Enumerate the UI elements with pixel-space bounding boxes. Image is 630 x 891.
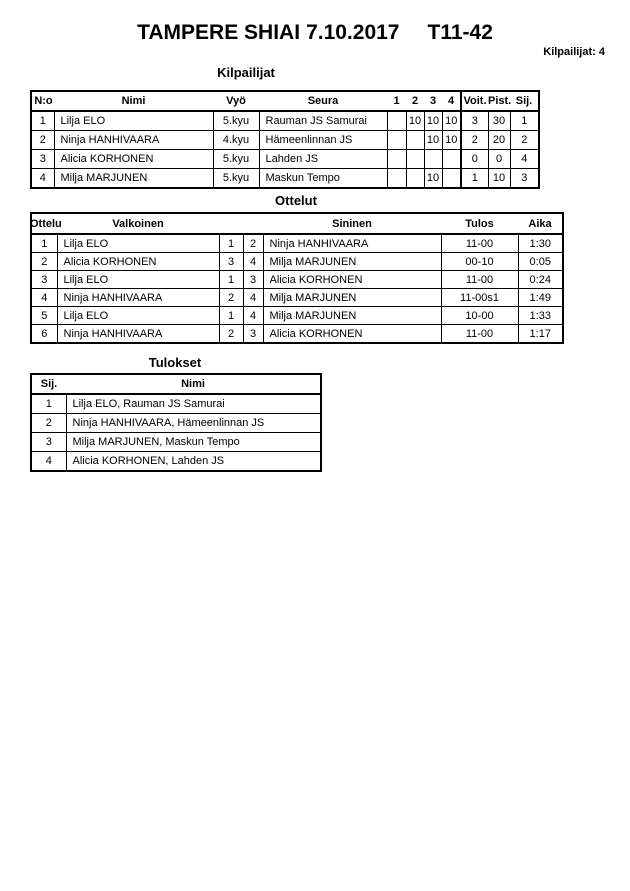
competitor-row xyxy=(31,150,539,169)
competitors-header-row xyxy=(31,91,539,111)
col-header-time: Aika xyxy=(518,213,563,234)
white-competitor: Lilja ELO xyxy=(57,307,219,325)
col-header-result: Tulos xyxy=(441,213,518,234)
match-time: 0:05 xyxy=(518,253,563,271)
result-row xyxy=(31,394,321,414)
result-place: 4 xyxy=(31,452,66,472)
blue-competitor: Alicia KORHONEN xyxy=(263,325,441,344)
match-row xyxy=(31,234,563,253)
score-vs-2 xyxy=(406,169,424,189)
competitor-name: Milja MARJUNEN xyxy=(54,169,213,189)
white-competitor-number: 1 xyxy=(219,271,243,289)
match-row xyxy=(31,289,563,307)
blue-competitor: Ninja HANHIVAARA xyxy=(263,234,441,253)
col-header-opp3: 3 xyxy=(424,91,442,111)
matches-table xyxy=(30,212,564,344)
score-vs-4: 10 xyxy=(442,111,461,131)
competitor-points: 10 xyxy=(488,169,510,189)
results-table xyxy=(30,373,322,472)
matches-heading: Ottelut xyxy=(275,193,317,208)
blue-competitor-number: 3 xyxy=(243,325,263,344)
white-competitor-number: 2 xyxy=(219,289,243,307)
event-name: TAMPERE SHIAI xyxy=(137,21,301,44)
blue-competitor-number: 2 xyxy=(243,234,263,253)
match-row xyxy=(31,253,563,271)
score-vs-3: 10 xyxy=(424,111,442,131)
competitor-row xyxy=(31,111,539,131)
result-place: 3 xyxy=(31,433,66,452)
match-time: 1:33 xyxy=(518,307,563,325)
match-result: 11-00 xyxy=(441,234,518,253)
score-vs-4 xyxy=(442,169,461,189)
white-competitor-number: 3 xyxy=(219,253,243,271)
col-header-club: Seura xyxy=(259,91,387,111)
competitor-count-label: Kilpailijat: 4 xyxy=(543,46,605,58)
result-name: Milja MARJUNEN, Maskun Tempo xyxy=(66,433,321,452)
competitor-name: Ninja HANHIVAARA xyxy=(54,131,213,150)
competitor-place: 4 xyxy=(510,150,539,169)
match-row xyxy=(31,307,563,325)
score-vs-3: 10 xyxy=(424,131,442,150)
competitor-number: 2 xyxy=(31,131,54,150)
competitor-belt: 5.kyu xyxy=(213,111,259,131)
competitor-club: Hämeenlinnan JS xyxy=(259,131,387,150)
results-heading: Tulokset xyxy=(148,355,202,370)
col-header-wins: Voit. xyxy=(461,91,488,111)
white-competitor-number: 1 xyxy=(219,234,243,253)
col-header-name: Nimi xyxy=(54,91,213,111)
result-name: Lilja ELO, Rauman JS Samurai xyxy=(66,394,321,414)
competitor-belt: 5.kyu xyxy=(213,169,259,189)
match-number: 6 xyxy=(31,325,57,344)
match-result: 11-00 xyxy=(441,325,518,344)
blue-competitor: Alicia KORHONEN xyxy=(263,271,441,289)
match-result: 11-00 xyxy=(441,271,518,289)
competitor-name: Lilja ELO xyxy=(54,111,213,131)
col-header-opp4: 4 xyxy=(442,91,461,111)
match-number: 4 xyxy=(31,289,57,307)
score-vs-3: 10 xyxy=(424,169,442,189)
competitor-belt: 4.kyu xyxy=(213,131,259,150)
match-number: 5 xyxy=(31,307,57,325)
white-competitor: Alicia KORHONEN xyxy=(57,253,219,271)
score-vs-1 xyxy=(387,150,406,169)
competitor-wins: 0 xyxy=(461,150,488,169)
blue-competitor: Milja MARJUNEN xyxy=(263,307,441,325)
competitor-points: 20 xyxy=(488,131,510,150)
competitor-place: 2 xyxy=(510,131,539,150)
competitor-club: Rauman JS Samurai xyxy=(259,111,387,131)
white-competitor: Ninja HANHIVAARA xyxy=(57,325,219,344)
competitor-row xyxy=(31,169,539,189)
white-competitor: Ninja HANHIVAARA xyxy=(57,289,219,307)
col-header-opp2: 2 xyxy=(406,91,424,111)
result-name: Ninja HANHIVAARA, Hämeenlinnan JS xyxy=(66,414,321,433)
match-result: 00-10 xyxy=(441,253,518,271)
col-header-points: Pist. xyxy=(488,91,510,111)
col-header-no: N:o xyxy=(31,91,54,111)
event-date: 7.10.2017 xyxy=(306,21,400,44)
score-vs-2: 10 xyxy=(406,111,424,131)
competitors-table xyxy=(30,90,540,189)
page-title xyxy=(0,21,630,45)
col-header-place: Sij. xyxy=(31,374,66,394)
white-competitor: Lilja ELO xyxy=(57,234,219,253)
white-competitor-number: 2 xyxy=(219,325,243,344)
blue-competitor-number: 3 xyxy=(243,271,263,289)
blue-competitor-number: 4 xyxy=(243,307,263,325)
score-vs-2 xyxy=(406,150,424,169)
match-result: 11-00s1 xyxy=(441,289,518,307)
competitors-table-wrap xyxy=(30,90,540,189)
competitor-wins: 2 xyxy=(461,131,488,150)
score-vs-3 xyxy=(424,150,442,169)
header-spacer xyxy=(219,213,243,234)
competitor-name: Alicia KORHONEN xyxy=(54,150,213,169)
competitor-belt: 5.kyu xyxy=(213,150,259,169)
results-header-row xyxy=(31,374,321,394)
competitor-place: 3 xyxy=(510,169,539,189)
white-competitor: Lilja ELO xyxy=(57,271,219,289)
competitor-place: 1 xyxy=(510,111,539,131)
score-vs-1 xyxy=(387,111,406,131)
col-header-name: Nimi xyxy=(66,374,321,394)
result-name: Alicia KORHONEN, Lahden JS xyxy=(66,452,321,472)
blue-competitor: Milja MARJUNEN xyxy=(263,289,441,307)
competitor-club: Lahden JS xyxy=(259,150,387,169)
competitor-wins: 3 xyxy=(461,111,488,131)
competitor-number: 3 xyxy=(31,150,54,169)
competitors-heading: Kilpailijat xyxy=(217,65,275,80)
score-vs-4: 10 xyxy=(442,131,461,150)
blue-competitor: Milja MARJUNEN xyxy=(263,253,441,271)
blue-competitor-number: 4 xyxy=(243,253,263,271)
competitor-wins: 1 xyxy=(461,169,488,189)
col-header-match: Ottelu xyxy=(31,213,57,234)
result-row xyxy=(31,452,321,472)
competitor-club: Maskun Tempo xyxy=(259,169,387,189)
result-row xyxy=(31,414,321,433)
result-row xyxy=(31,433,321,452)
match-row xyxy=(31,271,563,289)
white-competitor-number: 1 xyxy=(219,307,243,325)
score-vs-1 xyxy=(387,131,406,150)
competitor-points: 30 xyxy=(488,111,510,131)
competitor-points: 0 xyxy=(488,150,510,169)
category-code: T11-42 xyxy=(427,21,493,44)
match-time: 1:17 xyxy=(518,325,563,344)
competitor-number: 1 xyxy=(31,111,54,131)
blue-competitor-number: 4 xyxy=(243,289,263,307)
competitor-number: 4 xyxy=(31,169,54,189)
score-vs-2 xyxy=(406,131,424,150)
result-place: 2 xyxy=(31,414,66,433)
matches-table-wrap xyxy=(30,212,564,344)
score-vs-1 xyxy=(387,169,406,189)
match-time: 1:30 xyxy=(518,234,563,253)
match-row xyxy=(31,325,563,344)
match-number: 2 xyxy=(31,253,57,271)
competitor-row xyxy=(31,131,539,150)
match-result: 10-00 xyxy=(441,307,518,325)
match-time: 1:49 xyxy=(518,289,563,307)
col-header-white: Valkoinen xyxy=(57,213,219,234)
score-vs-4 xyxy=(442,150,461,169)
matches-header-row xyxy=(31,213,563,234)
match-number: 1 xyxy=(31,234,57,253)
match-time: 0:24 xyxy=(518,271,563,289)
col-header-belt: Vyö xyxy=(213,91,259,111)
result-place: 1 xyxy=(31,394,66,414)
match-number: 3 xyxy=(31,271,57,289)
header-spacer xyxy=(243,213,263,234)
col-header-opp1: 1 xyxy=(387,91,406,111)
results-table-wrap xyxy=(30,373,322,472)
col-header-place: Sij. xyxy=(510,91,539,111)
col-header-blue: Sininen xyxy=(263,213,441,234)
